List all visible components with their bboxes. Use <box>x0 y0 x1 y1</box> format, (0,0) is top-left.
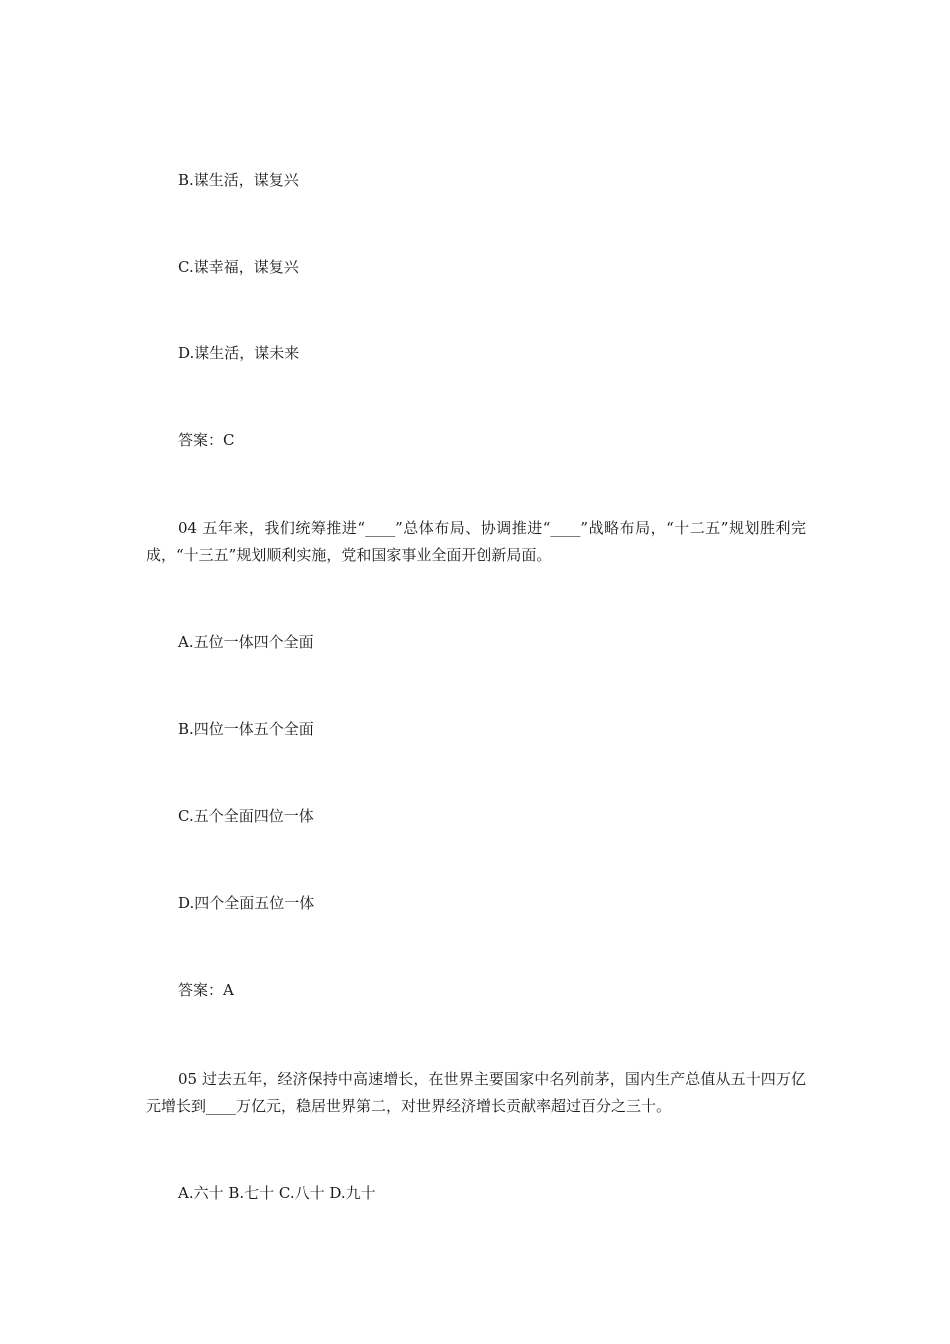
q3-option-d: D.谋生活，谋未来 <box>178 344 300 362</box>
q4-option-d: D.四个全面五位一体 <box>178 894 315 912</box>
q3-option-c: C.谋幸福，谋复兴 <box>178 258 299 276</box>
q4-option-c: C.五个全面四位一体 <box>178 807 314 825</box>
q4-stem: 04 五年来，我们统筹推进“____”总体布局、协调推进“____”战略布局，“十二五”规划胜利完成，“十三五”规划顺利实施，党和国家事业全面开创新局面。 <box>146 519 806 564</box>
q5-options: A.六十 B.七十 C.八十 D.九十 <box>178 1184 376 1202</box>
q3-answer: 答案：C <box>178 431 235 449</box>
q5-stem: 05 过去五年，经济保持中高速增长，在世界主要国家中名列前茅，国内生产总值从五十四万亿元增长到____万亿元，稳居世界第二，对世界经济增长贡献率超过百分之三十。 <box>146 1070 806 1115</box>
q4-answer: 答案：A <box>178 981 234 999</box>
q4-option-b: B.四位一体五个全面 <box>178 720 314 738</box>
q4-option-a: A.五位一体四个全面 <box>178 633 314 651</box>
q3-option-b: B.谋生活，谋复兴 <box>178 171 299 189</box>
